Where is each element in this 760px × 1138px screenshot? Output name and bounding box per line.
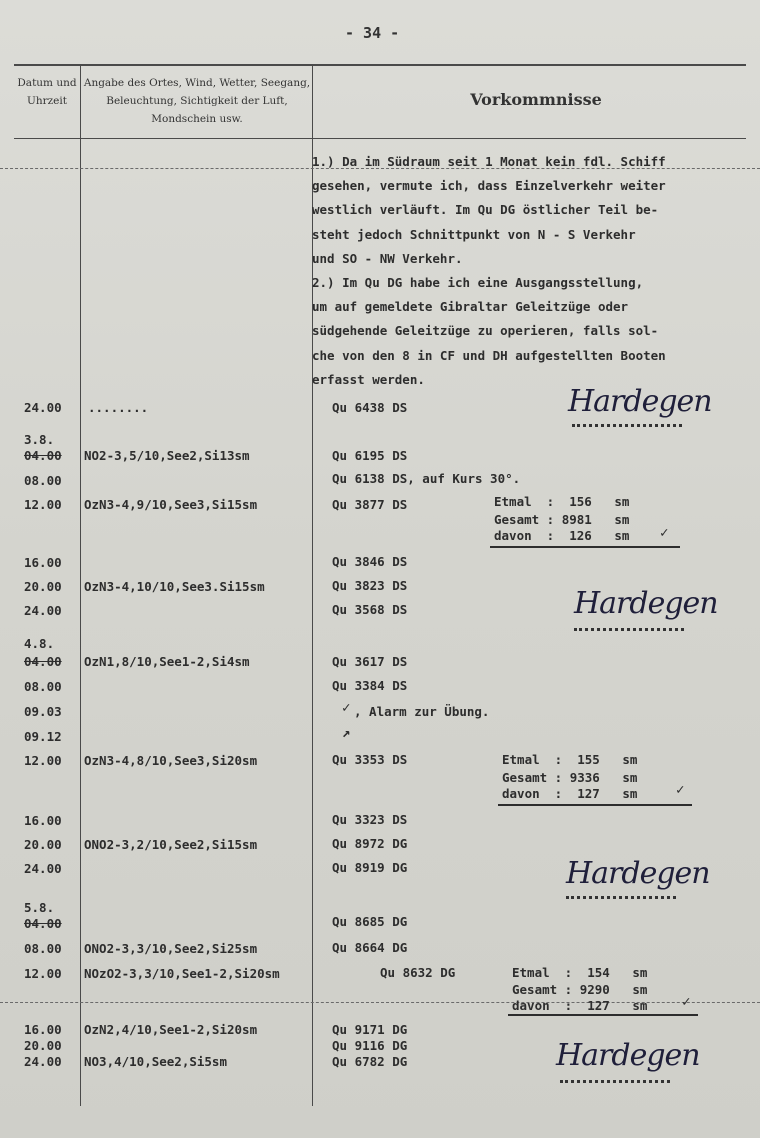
summary-etmal: Etmal : 155 sm	[502, 752, 638, 767]
check-mark-icon: ✓	[676, 782, 685, 798]
row-event: Qu 8972 DG	[332, 836, 408, 851]
row-time: 20.00	[24, 837, 62, 852]
row-event: Qu 3384 DS	[332, 678, 408, 693]
row-date: 5.8.	[24, 900, 55, 915]
row-event: Qu 3846 DS	[332, 554, 408, 569]
check-mark-icon: ✓	[342, 700, 351, 716]
row-event: Qu 8632 DG	[380, 965, 456, 980]
check-mark-icon: ✓	[682, 994, 691, 1010]
row-time: 16.00	[24, 1022, 62, 1037]
intro-line: steht jedoch Schnittpunkt von N - S Verkehr	[312, 226, 636, 242]
row-time: 08.00	[24, 473, 62, 488]
intro-line: erfasst werden.	[312, 371, 425, 387]
row-time: 20.00	[24, 579, 62, 594]
row-time: 12.00	[24, 497, 62, 512]
summary-etmal: Etmal : 156 sm	[494, 494, 630, 509]
column-divider-1	[80, 66, 81, 1106]
check-mark-icon: ✓	[660, 525, 669, 541]
row-time: 08.00	[24, 679, 62, 694]
summary-etmal: Etmal : 154 sm	[512, 965, 648, 980]
row-place: ONO2-3,2/10,See2,Si15sm	[84, 837, 258, 852]
row-place: NO2-3,5/10,See2,Si13sm	[84, 448, 250, 463]
row-event: Qu 3353 DS	[332, 752, 408, 767]
summary-davon: davon : 127 sm	[512, 998, 648, 1013]
row-place: ........	[88, 400, 149, 415]
row-event: Qu 3823 DS	[332, 578, 408, 593]
row-place: OzN3-4,10/10,See3.Si15sm	[84, 579, 265, 594]
row-event: Qu 8919 DG	[332, 860, 408, 875]
row-event: Qu 8664 DG	[332, 940, 408, 955]
page-number: - 34 -	[345, 24, 400, 42]
row-place: OzN2,4/10,See1-2,Si20sm	[84, 1022, 258, 1037]
intro-line: südgehende Geleitzüge zu operieren, falls sol-	[312, 323, 659, 339]
header-vorkommnisse: Vorkommnisse	[470, 90, 602, 109]
row-time: 24.00	[24, 861, 62, 876]
summary-underline	[498, 804, 692, 806]
signature: Hardegen	[556, 1038, 700, 1073]
header-datum: Datum und Uhrzeit	[17, 77, 77, 107]
row-time: 09.03	[24, 704, 62, 719]
row-time: 04.00	[24, 448, 62, 463]
row-time: 16.00	[24, 555, 62, 570]
intro-line: westlich verläuft. Im Qu DG östlicher Teil be-	[312, 202, 659, 218]
arrow-icon: ↗	[342, 725, 351, 741]
row-event: Qu 3617 DS	[332, 654, 408, 669]
row-time: 12.00	[24, 966, 62, 981]
signature-dots	[560, 1080, 670, 1083]
row-time: 24.00	[24, 1054, 62, 1069]
signature-dots	[574, 628, 684, 631]
row-event: Qu 6195 DS	[332, 448, 408, 463]
row-place: NO3,4/10,See2,Si5sm	[84, 1054, 227, 1069]
summary-gesamt: Gesamt : 9290 sm	[512, 982, 648, 997]
intro-paragraph	[312, 150, 760, 392]
header-ort: Angabe des Ortes, Wind, Wetter, Seegang, Beleuchtung, Sichtigkeit der Luft, Mondschein usw.	[83, 77, 311, 125]
signature: Hardegen	[568, 384, 712, 419]
row-event: Qu 6138 DS, auf Kurs 30°.	[332, 471, 521, 486]
row-event: Qu 8685 DG	[332, 914, 408, 929]
row-place: OzN1,8/10,See1-2,Si4sm	[84, 654, 250, 669]
row-place: NOzO2-3,3/10,See1-2,Si20sm	[84, 966, 280, 981]
row-time: 04.00	[24, 916, 62, 931]
summary-gesamt: Gesamt : 8981 sm	[494, 512, 630, 527]
row-event: Qu 9171 DG	[332, 1022, 408, 1037]
intro-line: che von den 8 in CF und DH aufgestellten Booten	[312, 347, 666, 363]
row-event: , Alarm zur Übung.	[354, 704, 490, 719]
intro-line: 1.) Da im Südraum seit 1 Monat kein fdl. Schiff	[312, 154, 666, 169]
header-bottom-rule	[14, 138, 746, 139]
row-event: Qu 3323 DS	[332, 812, 408, 827]
signature: Hardegen	[566, 856, 710, 891]
row-time: 04.00	[24, 654, 62, 669]
row-event: Qu 6782 DG	[332, 1054, 408, 1069]
intro-line: gesehen, vermute ich, dass Einzelverkehr weiter	[312, 178, 666, 194]
row-date: 4.8.	[24, 636, 55, 651]
intro-line: 2.) Im Qu DG habe ich eine Ausgangsstellung,	[312, 275, 644, 291]
signature-dots	[572, 424, 682, 427]
intro-line: und SO - NW Verkehr.	[312, 250, 463, 266]
row-time: 24.00	[24, 400, 62, 415]
summary-underline	[490, 546, 680, 548]
summary-davon: davon : 126 sm	[494, 528, 630, 543]
row-time: 08.00	[24, 941, 62, 956]
row-date: 3.8.	[24, 432, 55, 447]
table-top-rule	[14, 64, 746, 66]
summary-gesamt: Gesamt : 9336 sm	[502, 770, 638, 785]
signature-dots	[566, 896, 676, 899]
row-place: ONO2-3,3/10,See2,Si25sm	[84, 941, 258, 956]
row-time: 16.00	[24, 813, 62, 828]
row-event: Qu 6438 DS	[332, 400, 408, 415]
row-place: OzN3-4,9/10,See3,Si15sm	[84, 497, 258, 512]
row-time: 09.12	[24, 729, 62, 744]
row-time: 20.00	[24, 1038, 62, 1053]
summary-davon: davon : 127 sm	[502, 786, 638, 801]
row-event: Qu 9116 DG	[332, 1038, 408, 1053]
row-place: OzN3-4,8/10,See3,Si20sm	[84, 753, 258, 768]
row-event: Qu 3877 DS	[332, 497, 408, 512]
signature: Hardegen	[574, 586, 718, 621]
row-time: 24.00	[24, 603, 62, 618]
row-event: Qu 3568 DS	[332, 602, 408, 617]
row-time: 12.00	[24, 753, 62, 768]
intro-line: um auf gemeldete Gibraltar Geleitzüge oder	[312, 299, 629, 315]
summary-underline	[508, 1014, 698, 1016]
